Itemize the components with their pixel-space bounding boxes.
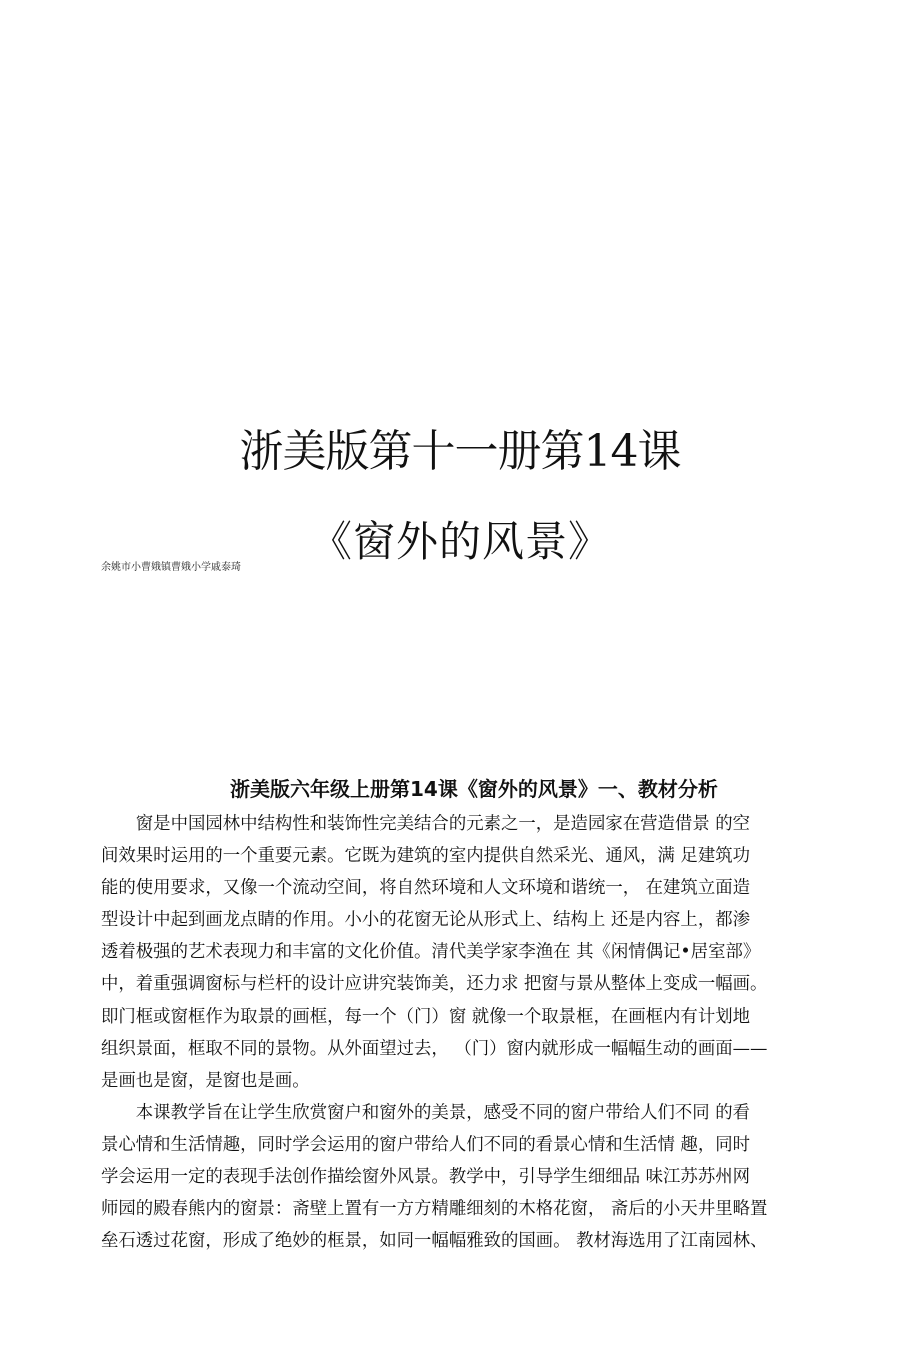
paragraph-line: 本课教学旨在让学生欣赏窗户和窗外的美景，感受不同的窗户带给人们不同 的看 [101, 1103, 750, 1123]
paragraph-line: 学会运用一定的表现手法创作描绘窗外风景。教学中，引导学生细细品 味江苏苏州网 [101, 1167, 750, 1188]
paragraph-line: 垒石透过花窗，形成了绝妙的框景，如同一幅幅雅致的国画。 教材海选用了江南园林、 [101, 1231, 768, 1252]
section-heading: 浙美版六年级上册第14课《窗外的风景》一、教材分析 [230, 777, 718, 801]
cover-title: 浙美版第十一册第14课 [239, 426, 681, 477]
paragraph-line: 窗是中国园林中结构性和装饰性完美结合的元素之一，是造园家在营造借景 的空 [101, 814, 750, 834]
paragraph-line: 透着极强的艺术表现力和丰富的文化价值。清代美学家李渔在 其《闲情偶记•居室部》 [101, 942, 761, 963]
paragraph-2 [101, 1097, 821, 1257]
cover-subtitle: 《窗外的风景》 [310, 517, 612, 566]
paragraph-1 [101, 808, 821, 1097]
paragraph-line: 型设计中起到画龙点睛的作用。小小的花窗无论从形式上、结构上 还是内容上，都渗 [101, 910, 750, 931]
paragraph-line: 间效果时运用的一个重要元素。它既为建筑的室内提供自然采光、通风，满 足建筑功 [101, 846, 750, 867]
paragraph-line: 即门框或窗框作为取景的画框，每一个（门）窗 就像一个取景框，在画框内有计划地 [101, 1006, 750, 1027]
paragraph-line: 师园的殿春熊内的窗景：斋壁上置有一方方精雕细刻的木格花窗， 斋后的小天井里略置 [101, 1199, 768, 1220]
paragraph-line: 组织景面，框取不同的景物。从外面望过去， （门）窗内就形成一幅幅生动的画面—— [101, 1038, 768, 1059]
paragraph-line: 中，着重强调窗标与栏杆的设计应讲究装饰美，还力求 把窗与景从整体上变成一幅画。 [101, 974, 768, 995]
paragraph-line: 是画也是窗，是窗也是画。 [101, 1070, 310, 1091]
author-line: 余姚市小曹娥镇曹娥小学戚泰琦 [101, 562, 241, 573]
paragraph-line: 能的使用要求，又像一个流动空间，将自然环境和人文环境和谐统一， 在建筑立面造 [101, 878, 750, 899]
paragraph-line: 景心情和生活情趣，同时学会运用的窗户带给人们不同的看景心情和生活情 趣，同时 [101, 1135, 750, 1156]
